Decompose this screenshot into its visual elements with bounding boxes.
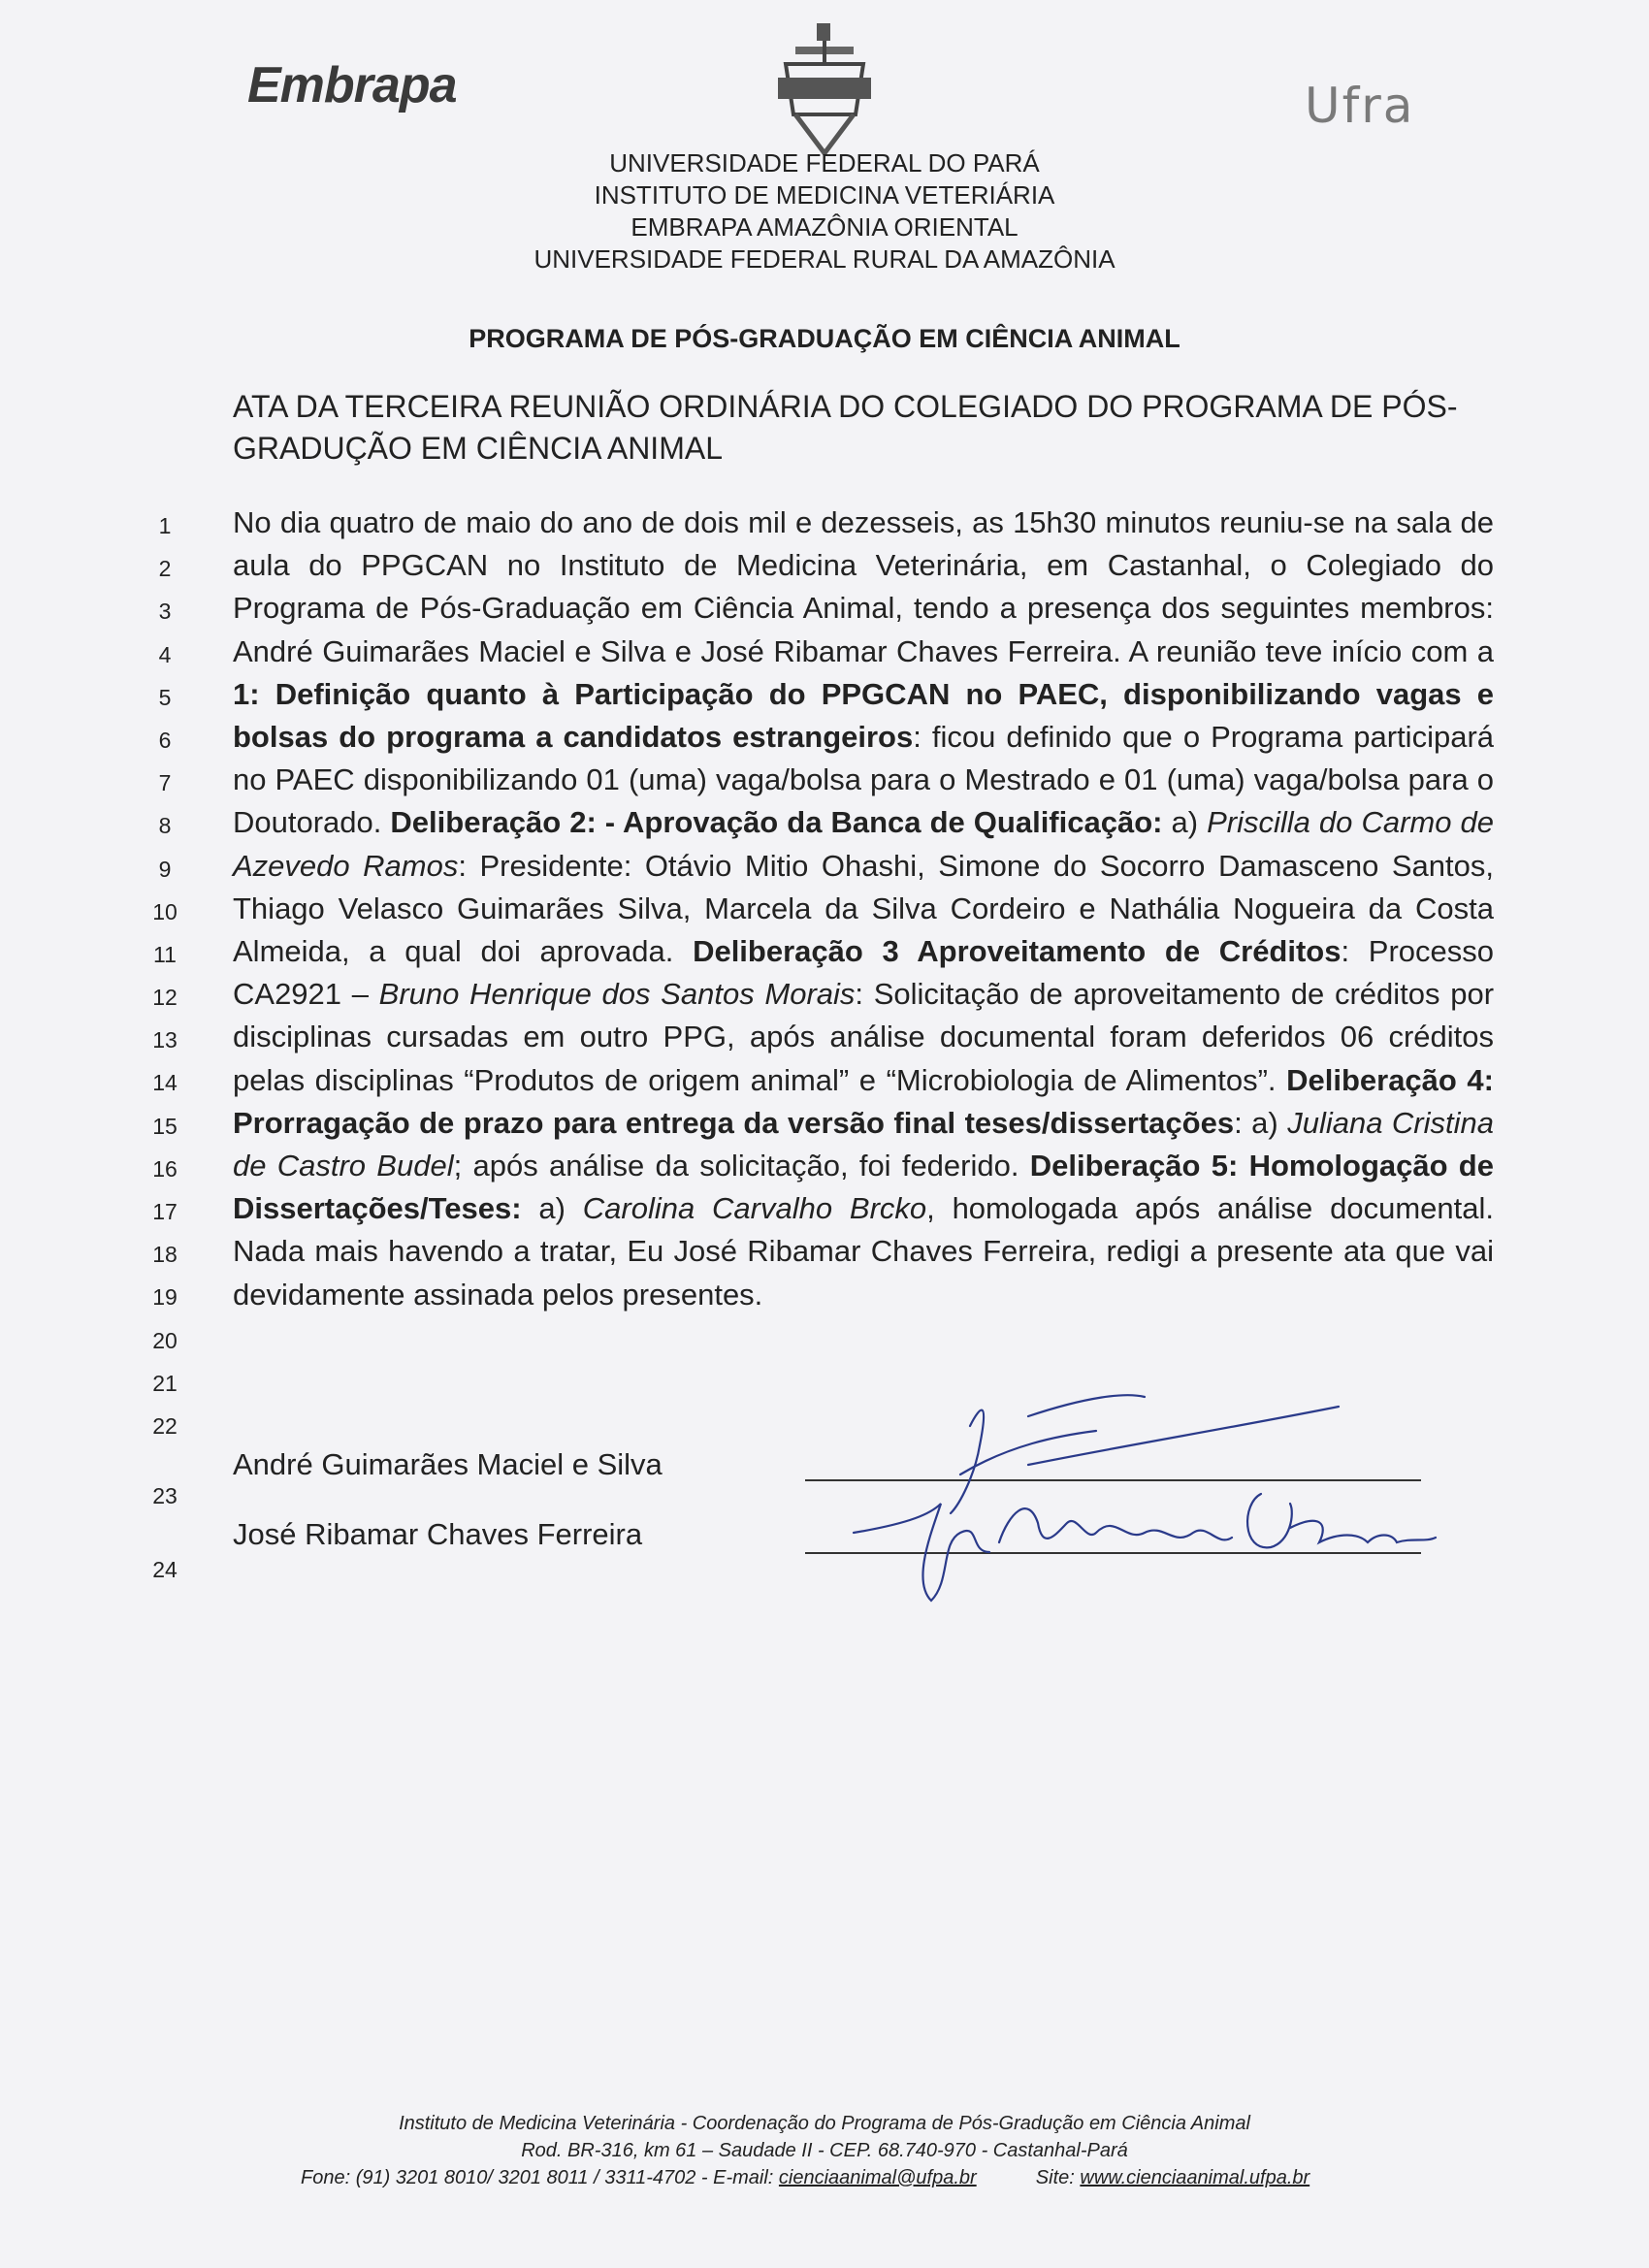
header-line-3: EMBRAPA AMAZÔNIA ORIENTAL [630,212,1018,242]
body-italic: Carolina Carvalho Brcko [582,1191,927,1226]
minutes-title: ATA DA TERCEIRA REUNIÃO ORDINÁRIA DO COLEGIADO DO PROGRAMA DE PÓS-GRADUÇÃO EM CIÊNCIA ANIMAL [233,389,1458,466]
body-bold: Deliberação 4: Prorragação de prazo para entrega da versão final teses/dissertações [233,1062,1494,1140]
line-number: 6 [158,727,172,753]
body-text: : ficou definido que o Programa participará no PAEC disponibilizando 01 (uma) vaga/bolsa para o Mestrado e 01 (uma) vaga/bolsa para o Doutorado. [233,720,1495,840]
line-number: 23 [152,1483,178,1509]
minutes-body [233,502,1494,1316]
body-text: a) [1162,805,1208,840]
program-title: PROGRAMA DE PÓS-GRADUAÇÃO EM CIÊNCIA ANIMAL [469,324,1180,353]
handwritten-signature [834,1387,1455,1610]
signatory-2: José Ribamar Chaves Ferreira [233,1517,643,1551]
line-number: 11 [153,941,177,967]
header-line-4: UNIVERSIDADE FEDERAL RURAL DA AMAZÔNIA [534,244,1116,274]
body-text: : Processo CA2921 – [233,934,1494,1012]
footer-site-label: Site: [1035,2167,1081,2188]
ufra-logo-text: Ufra [1305,78,1415,134]
body-text: , homologada após análise documental. Nada mais havendo a tratar, Eu José Ribamar Chaves Ferreira, redigi a presente ata que vai devidamente assinada pelos presentes. [233,1191,1494,1312]
institution-header [0,147,1649,275]
line-number: 14 [152,1070,178,1096]
body-italic: Juliana Cristina de Castro Budel [233,1105,1494,1183]
header-line-1: UNIVERSIDADE FEDERAL DO PARÁ [609,148,1040,178]
line-number: 3 [158,599,172,625]
line-number: 9 [158,856,172,882]
footer-site-link[interactable]: www.cienciaanimal.ufpa.br [1080,2167,1310,2188]
embrapa-logo [247,56,457,114]
line-number: 2 [158,556,172,582]
line-number: 13 [152,1027,178,1053]
line-number: 16 [152,1155,178,1182]
ufpa-crest-icon [766,17,883,163]
body-text: ; após análise da solicitação, foi federido. [453,1149,1030,1183]
line-number: 24 [152,1557,178,1583]
body-bold: 1: Definição quanto à Participação do PPGCAN no PAEC, disponibilizando vagas e bolsas do programa a candidatos estrangeiros [233,676,1494,755]
line-number: 17 [152,1199,178,1224]
line-number: 22 [152,1412,178,1439]
line-number: 5 [158,684,172,710]
body-text: : a) [1234,1105,1288,1140]
line-number: 19 [152,1284,178,1311]
body-bold: Deliberação 5: Homologação de Dissertações/Teses: [233,1149,1494,1226]
body-text: a) [521,1191,583,1226]
footer-line-1: Instituto de Medicina Veterinária - Coordenação do Programa de Pós-Gradução em Ciência Animal [399,2113,1250,2134]
body-italic: Priscilla do Carmo de Azevedo Ramos [233,805,1494,883]
body-text: No dia quatro de maio do ano de dois mil e dezesseis, as 15h30 minutos reuniu-se na sala de aula do PPGCAN no Instituto de Medicina Veterinária, em Castanhal, o Colegiado do Programa de Pós-Graduação em Ciência Animal, tendo a presença dos seguintes membros: André Guimarães Maciel e Silva e José Ribamar Chaves Ferreira. A reunião teve início com a [233,505,1494,668]
body-bold: Deliberação 2: - Aprovação da Banca de Qualificação: [390,805,1163,840]
line-number: 12 [152,985,178,1011]
line-number: 7 [158,770,172,796]
line-number: 20 [152,1327,178,1353]
signatory-1: André Guimarães Maciel e Silva [233,1447,663,1481]
line-number: 18 [152,1242,178,1268]
footer-email-link[interactable]: cienciaanimal@ufpa.br [778,2167,977,2188]
line-number: 8 [158,813,172,839]
body-bold: Deliberação 3 Aproveitamento de Créditos [693,934,1342,969]
embrapa-logo-text: Embrapa [247,57,457,113]
footer-line-2: Rod. BR-316, km 61 – Saudade II - CEP. 68.740-970 - Castanhal-Pará [521,2140,1128,2161]
line-number: 21 [152,1370,178,1396]
body-italic: Bruno Henrique dos Santos Morais [378,977,856,1012]
line-number: 10 [152,898,178,924]
header-line-2: INSTITUTO DE MEDICINA VETERIÁRIA [594,180,1055,210]
footer-line-3 [301,2167,1445,2189]
footer-phone: Fone: (91) 3201 8010/ 3201 8011 / 3311-4702 - E-mail: [301,2167,779,2188]
line-number: 15 [152,1113,178,1139]
ufra-logo [1305,78,1414,134]
body-text: : Presidente: Otávio Mitio Ohashi, Simone do Socorro Damasceno Santos, Thiago Velasco Guimarães Silva, Marcela da Silva Cordeiro e Nathália Nogueira da Costa Almeida, a qual doi aprovada. [233,848,1495,969]
minutes-paragraph [233,502,1494,1316]
body-text: : Solicitação de aproveitamento de créditos por disciplinas cursadas em outro PPG, após análise documental foram deferidos 06 créditos pelas disciplinas “Produtos de origem animal” e “Microbiologia de Alimentos”. [233,977,1495,1097]
line-number: 4 [158,641,172,667]
line-number: 1 [158,513,172,538]
line-numbers [146,502,184,1589]
